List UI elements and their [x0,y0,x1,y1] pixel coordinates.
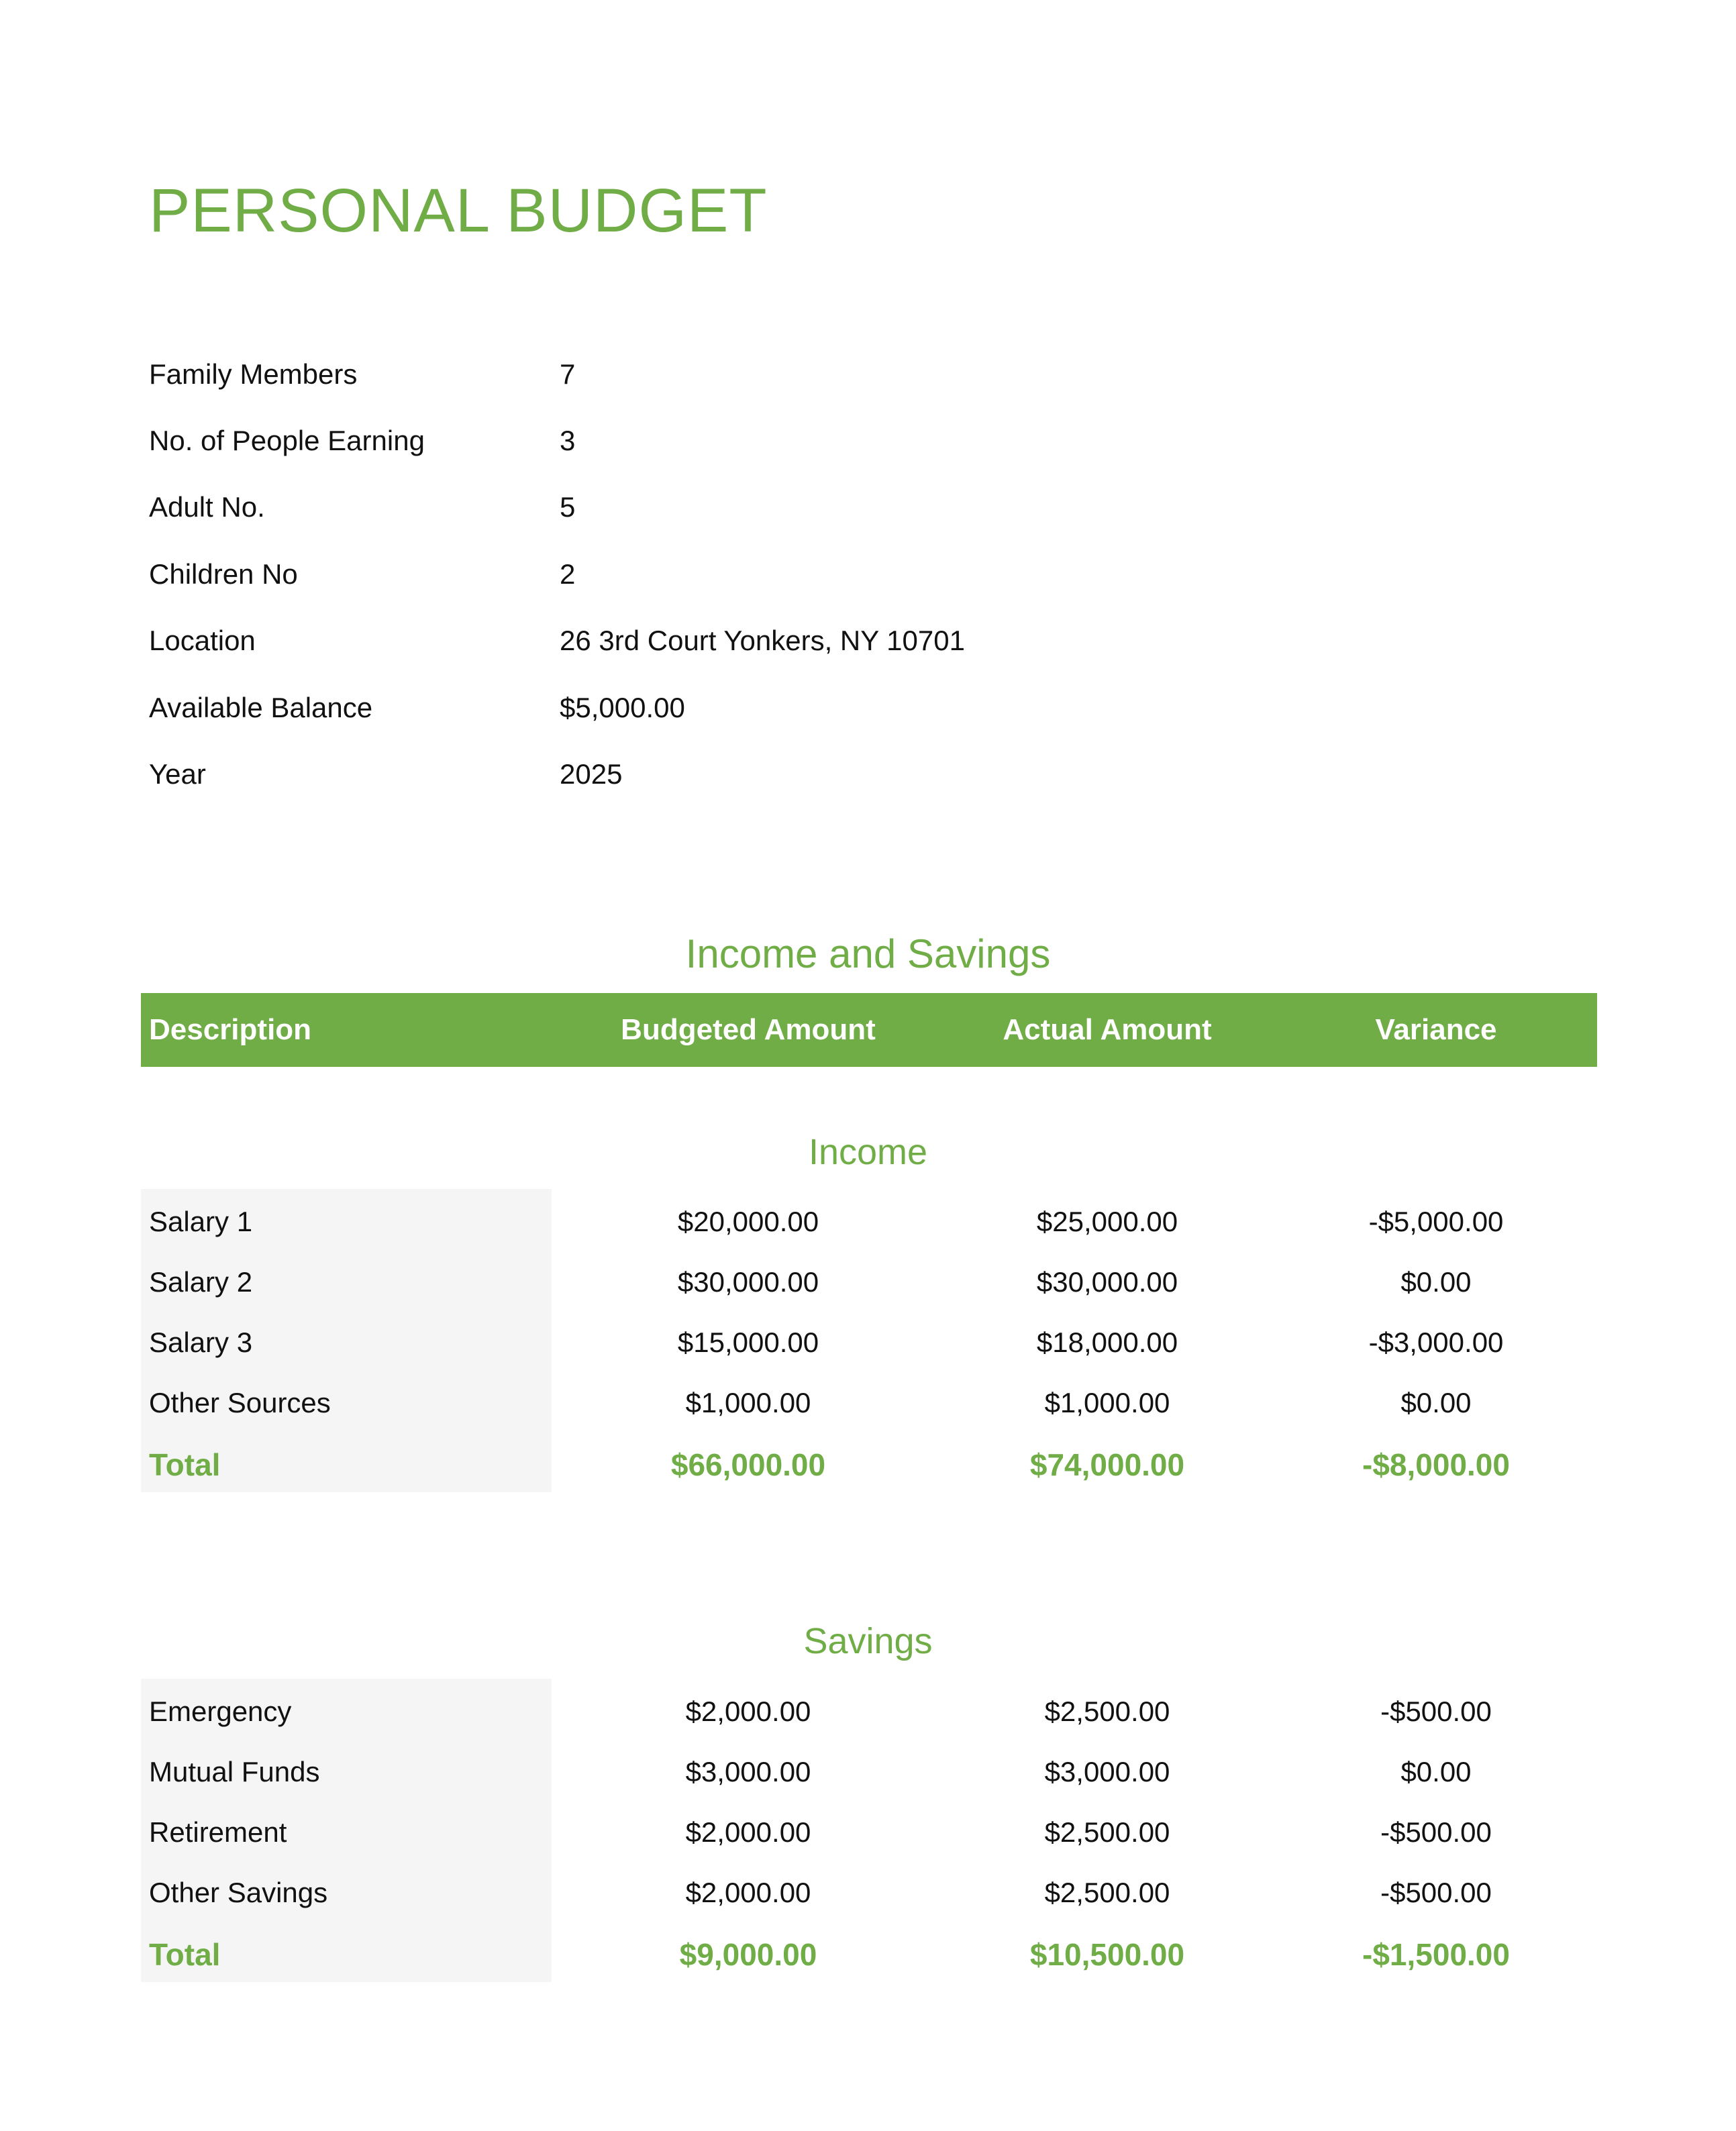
cell-actual: $2,500.00 [1044,1877,1170,1908]
column-header-actual: Actual Amount [1003,1013,1212,1046]
info-label: Location [149,625,256,656]
info-label: Year [149,758,206,790]
info-label: No. of People Earning [149,425,425,456]
cell-variance: $0.00 [1400,1387,1472,1418]
section-heading: Income and Savings [685,931,1051,976]
table-row [0,1802,1736,1863]
table-row [0,1681,1736,1742]
cell-variance: $0.00 [1400,1756,1472,1787]
cell-actual: $18,000.00 [1036,1327,1178,1358]
table-row [0,1742,1736,1802]
cell-description: Salary 3 [149,1327,253,1358]
cell-actual: $3,000.00 [1044,1756,1170,1787]
cell-budgeted: $20,000.00 [677,1206,819,1237]
cell-variance: -$3,000.00 [1368,1327,1504,1358]
info-value: 3 [560,425,576,456]
column-header-description: Description [149,1013,312,1046]
cell-description: Emergency [149,1696,292,1727]
cell-description: Salary 2 [149,1266,253,1298]
column-header-budgeted: Budgeted Amount [621,1013,876,1046]
cell-actual: $74,000.00 [1029,1447,1185,1482]
cell-variance: -$500.00 [1380,1877,1492,1908]
page-title: PERSONAL BUDGET [149,176,768,245]
cell-variance: $0.00 [1400,1266,1472,1298]
cell-description: Salary 1 [149,1206,253,1237]
cell-actual: $30,000.00 [1036,1266,1178,1298]
cell-budgeted: $2,000.00 [685,1816,811,1848]
cell-description: Total [149,1447,221,1482]
cell-budgeted: $2,000.00 [685,1696,811,1727]
cell-budgeted: $15,000.00 [677,1327,819,1358]
cell-variance: -$1,500.00 [1362,1937,1510,1972]
table-row [0,1373,1736,1433]
cell-budgeted: $9,000.00 [679,1937,817,1972]
cell-variance: -$5,000.00 [1368,1206,1504,1237]
info-label: Available Balance [149,692,373,723]
info-label: Family Members [149,358,358,390]
cell-description: Retirement [149,1816,287,1848]
cell-actual: $2,500.00 [1044,1816,1170,1848]
income-total-row [0,1435,1736,1495]
table-header [141,993,1597,1067]
info-label: Children No [149,558,298,590]
cell-variance: -$500.00 [1380,1816,1492,1848]
cell-budgeted: $66,000.00 [670,1447,826,1482]
cell-variance: -$500.00 [1380,1696,1492,1727]
table-row [0,1863,1736,1923]
info-value: 7 [560,358,576,390]
cell-variance: -$8,000.00 [1362,1447,1510,1482]
cell-description: Other Sources [149,1387,331,1418]
cell-budgeted: $2,000.00 [685,1877,811,1908]
cell-actual: $1,000.00 [1044,1387,1170,1418]
table-row [0,1312,1736,1373]
info-value: 2 [560,558,576,590]
cell-description: Mutual Funds [149,1756,320,1787]
table-row [0,1192,1736,1252]
cell-actual: $2,500.00 [1044,1696,1170,1727]
savings-heading: Savings [803,1621,933,1661]
info-value: 26 3rd Court Yonkers, NY 10701 [560,625,965,656]
cell-description: Total [149,1937,221,1972]
income-heading: Income [808,1132,928,1172]
info-value: 2025 [560,758,623,790]
cell-actual: $25,000.00 [1036,1206,1178,1237]
info-value: $5,000.00 [560,692,685,723]
info-label: Adult No. [149,491,265,523]
column-header-variance: Variance [1375,1013,1497,1046]
cell-budgeted: $30,000.00 [677,1266,819,1298]
table-row [0,1252,1736,1312]
cell-budgeted: $3,000.00 [685,1756,811,1787]
cell-description: Other Savings [149,1877,328,1908]
cell-budgeted: $1,000.00 [685,1387,811,1418]
cell-actual: $10,500.00 [1029,1937,1185,1972]
info-value: 5 [560,491,576,523]
savings-total-row [0,1924,1736,1985]
